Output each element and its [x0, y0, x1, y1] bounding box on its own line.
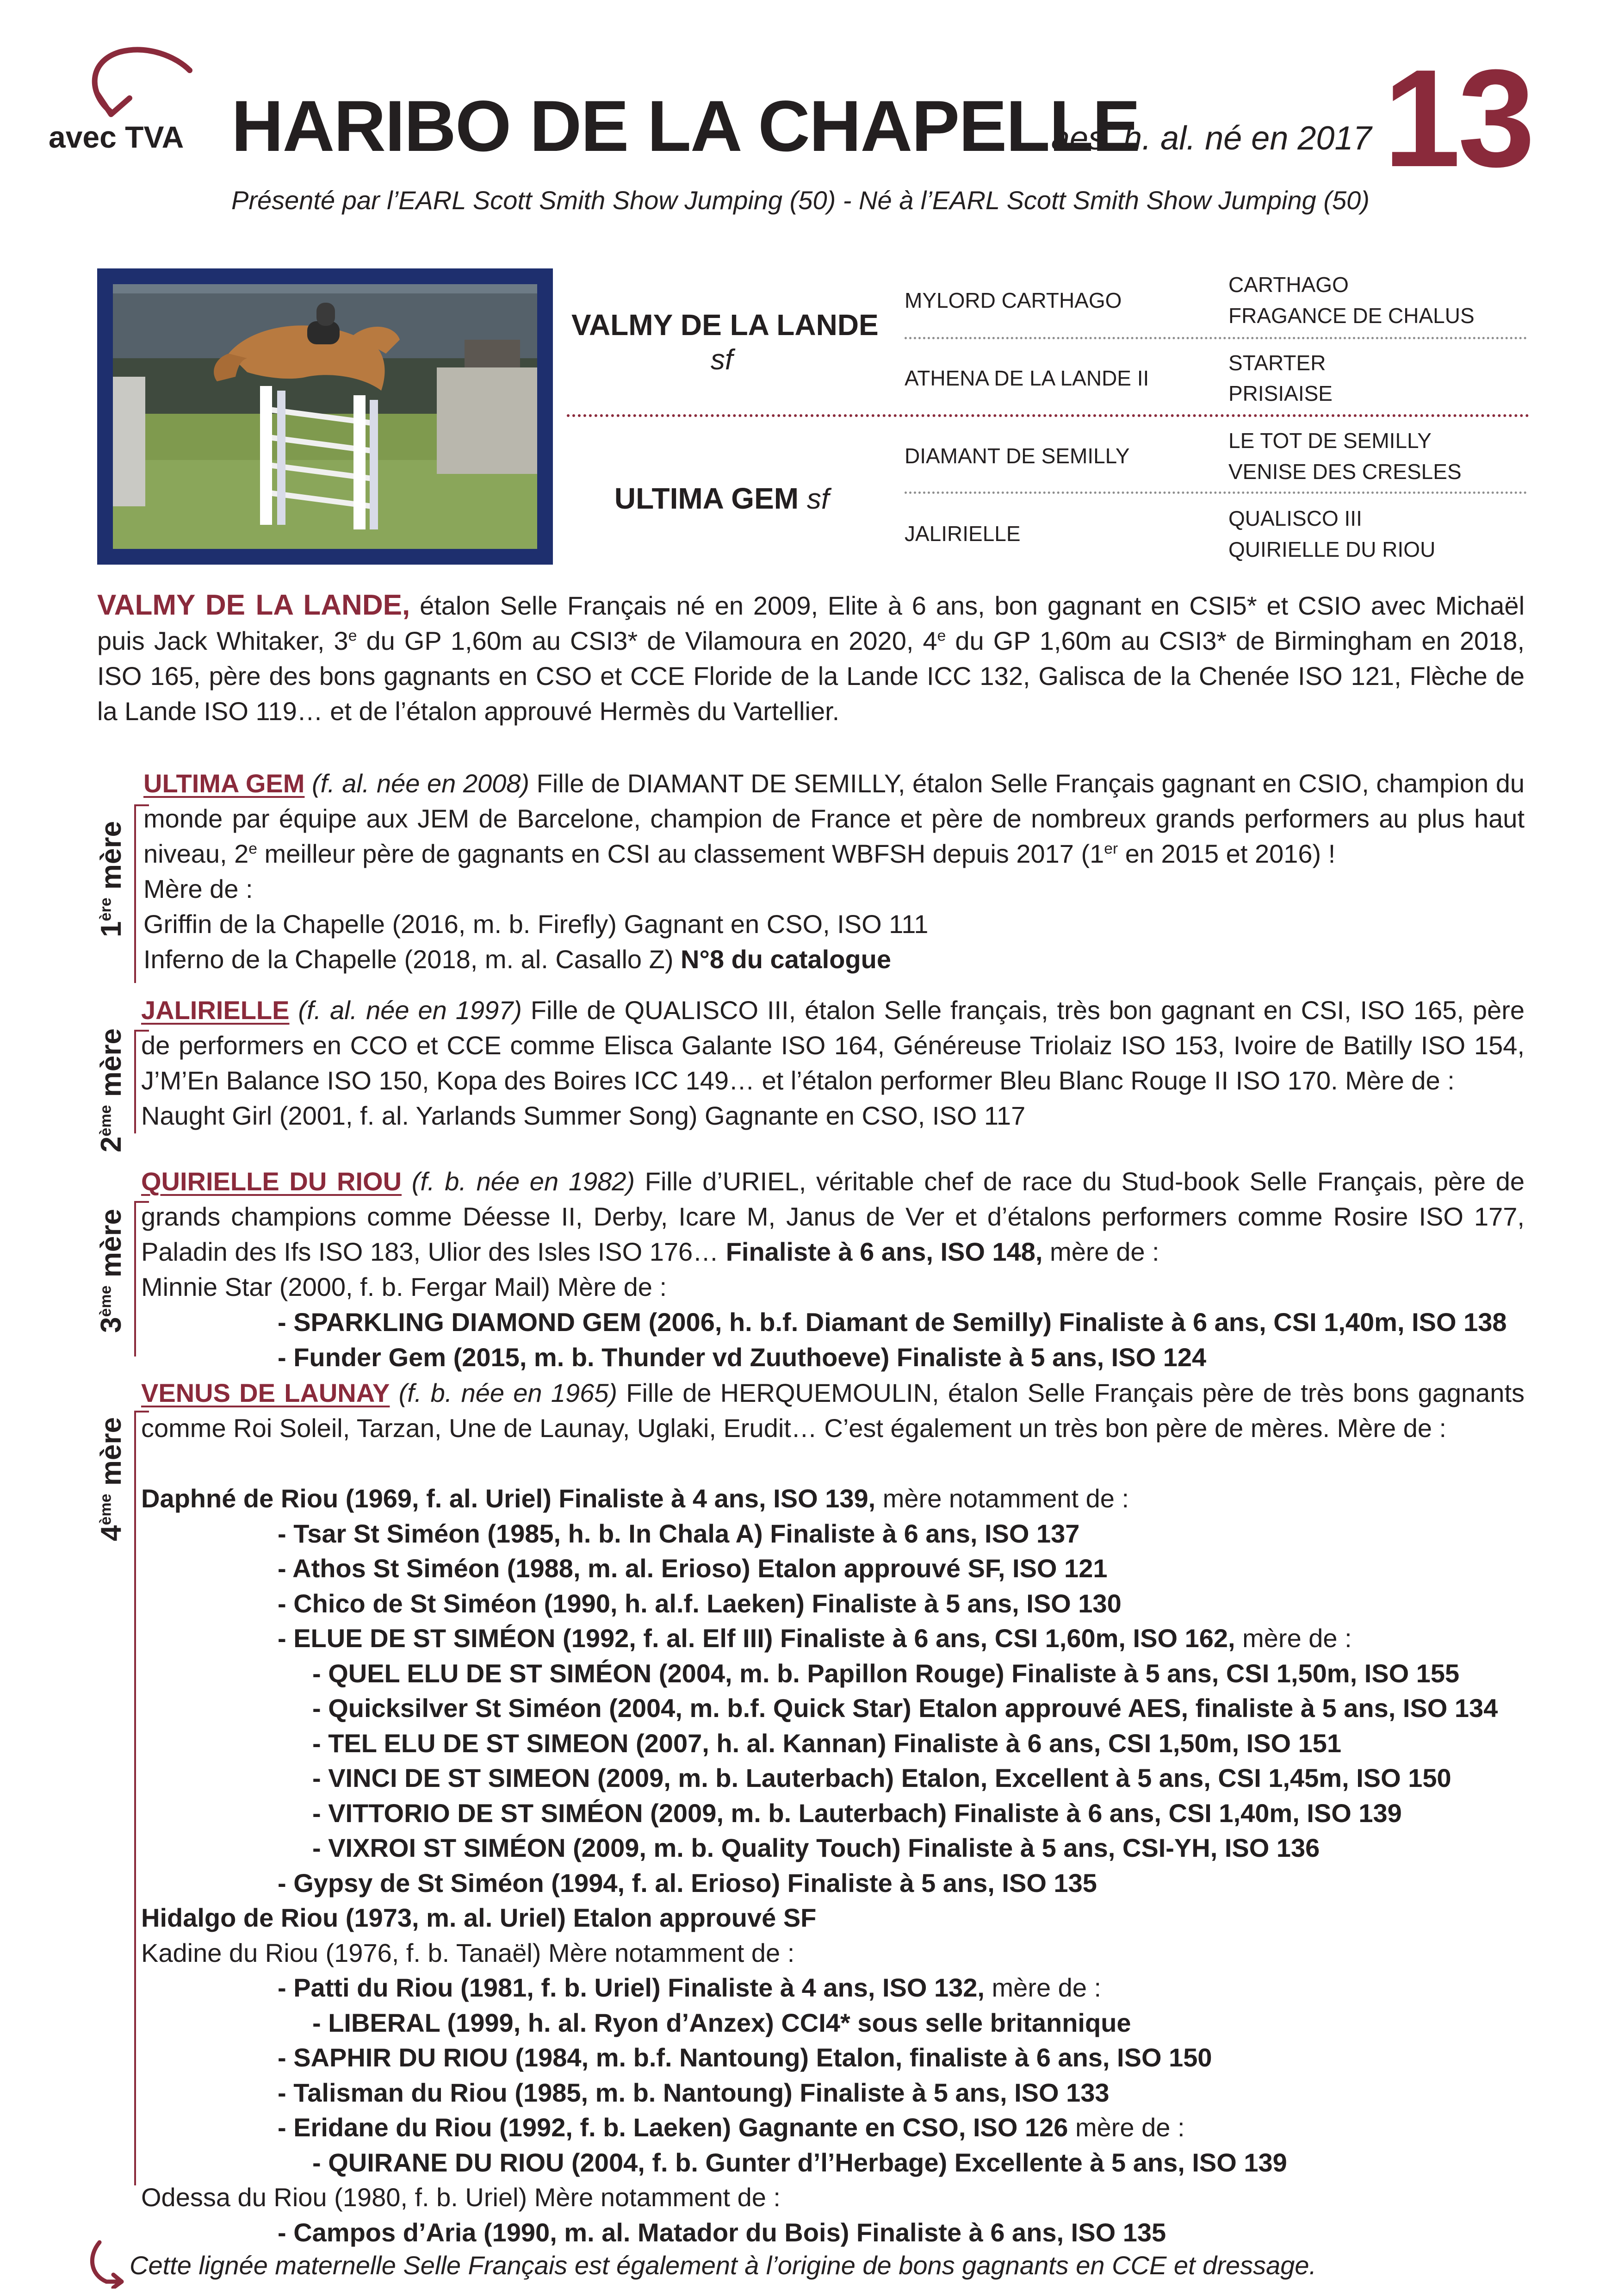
descendant-bold-text: - QUIRANE DU RIOU (2004, f. b. Gunter d’l’Herbage) Excellente à 5 ans, ISO 139 [312, 2148, 1287, 2177]
mere4-side-label: 4ème mère [95, 1417, 127, 1541]
mere4-descendant-line [278, 1586, 1122, 1621]
pedigree-ggp-2: FRAGANCE DE CHALUS [1228, 304, 1475, 328]
mere4-descendant-line [141, 1481, 1129, 1516]
pedigree-ggp-5: LE TOT DE SEMILLY [1228, 429, 1432, 453]
mere4-descendant-line [278, 1551, 1107, 1586]
mere4-descendant-line [141, 1900, 816, 1935]
mere1-offspring-1: Griffin de la Chapelle (2016, m. b. Firefly) Gagnant en CSO, ISO 111 [143, 909, 929, 939]
mere2-side-label: 2ème mère [95, 1028, 127, 1152]
descendant-bold-text: - Tsar St Siméon (1985, h. b. In Chala A) Finaliste à 6 ans, ISO 137 [278, 1519, 1080, 1548]
pedigree-ggp-4: PRISIAISE [1228, 381, 1333, 405]
lot-number: 13 [1383, 40, 1532, 196]
descendant-bold-text: - LIBERAL (1999, h. al. Ryon d’Anzex) CCI4* sous selle britannique [312, 2008, 1131, 2037]
pedigree-sire-breed: sf [710, 344, 733, 376]
descendant-bold-text: - Quicksilver St Siméon (2004, m. b.f. Quick Star) Etalon approuvé AES, finaliste à 5 ans, ISO 134 [312, 1693, 1498, 1723]
pedigree-dam-dam: JALIRIELLE [905, 522, 1021, 546]
mere4-descendant-line [278, 2110, 1185, 2145]
descendant-bold-text: - ELUE DE ST SIMÉON (1992, f. al. Elf III) Finaliste à 6 ans, CSI 1,60m, ISO 162, [278, 1624, 1235, 1653]
horse-photo [97, 268, 553, 565]
pedigree-sire-sire: MYLORD CARTHAGO [905, 288, 1122, 312]
mere4-descendant-line [312, 1761, 1451, 1796]
mere1-description: ULTIMA GEM (f. al. née en 2008) Fille de DIAMANT DE SEMILLY, étalon Selle Français gagnant en CSIO, champion du monde par équipe aux JEM de Barcelone, champion de France et père de nombreux grands performers au plus haut niveau, 2e meilleur père de gagnants en CSI au classement WBFSH depuis 2017 (1er en 2015 et 2016) ! [143, 769, 1525, 868]
mere4-descendant-line [278, 2075, 1110, 2110]
mere1-offspring-2: Inferno de la Chapelle (2018, m. al. Casallo Z) N°8 du catalogue [143, 945, 891, 974]
mere4-descendant-line [312, 1691, 1498, 1726]
mere4-descendant-line [278, 1621, 1352, 1656]
descendant-bold-text: Hidalgo de Riou (1973, m. al. Uriel) Etalon approuvé SF [141, 1903, 817, 1932]
sire-description: VALMY DE LA LANDE, étalon Selle Français né en 2009, Elite à 6 ans, bon gagnant en CSI5* et CSIO avec Michaël puis Jack Whitaker, 3e du GP 1,60m au CSI3* de Vilamoura en 2020, 4e du GP 1,60m au CSI3* de Birmingham en 2018, ISO 165, père des bons gagnants en CSO et CCE Floride de la Lande ICC 132, Galisca de la Chenée ISO 121, Flèche de la Lande ISO 119… et de l’étalon approuvé Hermès du Vartellier. [97, 589, 1525, 726]
descendant-bold-text: - Athos St Siméon (1988, m. al. Erioso) Etalon approuvé SF, ISO 121 [278, 1554, 1108, 1583]
descendant-plain-text: mère de : [1235, 1624, 1352, 1653]
mere4-descendant-line [312, 1830, 1320, 1866]
descendant-bold-text: - Patti du Riou (1981, f. b. Uriel) Finaliste à 4 ans, ISO 132, [278, 1973, 985, 2002]
pedigree-divider-upper [905, 337, 1527, 339]
descendant-bold-text: - Campos d’Aria (1990, m. al. Matador du Bois) Finaliste à 6 ans, ISO 135 [278, 2218, 1166, 2247]
pedigree-dam-sire: DIAMANT DE SEMILLY [905, 444, 1130, 468]
mere4-descendant-line [141, 1935, 794, 1971]
mere2-offspring-1: Naught Girl (2001, f. al. Yarlands Summer Song) Gagnante en CSO, ISO 117 [141, 1101, 1026, 1130]
horse-description: aes. h. al. né en 2017 [1051, 120, 1372, 157]
pedigree-ggp-8: QUIRIELLE DU RIOU [1228, 537, 1436, 561]
mere1-side-label: 1ère mère [95, 821, 127, 937]
tva-label: avec TVA [49, 120, 184, 154]
mere4-description: VENUS DE LAUNAY (f. b. née en 1965) Fille de HERQUEMOULIN, étalon Selle Français père de très bons gagnants comme Roi Soleil, Tarzan, Une de Launay, Uglaki, Erudit… C’est également un très bon père de mères. Mère de : [141, 1378, 1525, 1443]
descendant-bold-text: Daphné de Riou (1969, f. al. Uriel) Finaliste à 4 ans, ISO 139, [141, 1484, 876, 1513]
presenter-line: Présenté par l’EARL Scott Smith Show Jumping (50) - Né à l’EARL Scott Smith Show Jumping (50) [231, 186, 1370, 215]
pedigree-dam: ULTIMA GEM sf [614, 482, 830, 515]
descendant-bold-text: - SAPHIR DU RIOU (1984, m. b.f. Nantoung) Etalon, finaliste à 6 ans, ISO 150 [278, 2043, 1212, 2072]
mere4-descendant-line [141, 2180, 781, 2215]
descendant-plain-text: Odessa du Riou (1980, f. b. Uriel) Mère notamment de : [141, 2183, 781, 2212]
descendant-bold-text: - QUEL ELU DE ST SIMÉON (2004, m. b. Papillon Rouge) Finaliste à 5 ans, CSI 1,50m, ISO 155 [312, 1659, 1460, 1688]
footer-note: Cette lignée maternelle Selle Français est également à l’origine de bons gagnants en CCE et dressage. [130, 2251, 1317, 2280]
curved-arrow-icon [79, 43, 199, 121]
mere4-descendant-line [312, 1796, 1402, 1831]
descendant-bold-text: - VINCI DE ST SIMEON (2009, m. b. Lauterbach) Etalon, Excellent à 5 ans, CSI 1,45m, ISO 150 [312, 1763, 1451, 1792]
mere4-descendant-line [278, 1516, 1079, 1551]
pedigree-divider [567, 414, 1529, 417]
pedigree-divider-lower [905, 492, 1527, 494]
pedigree-ggp-1: CARTHAGO [1228, 273, 1349, 297]
mere3-side-label: 3ème mère [95, 1209, 127, 1333]
descendant-plain-text: mère de : [984, 1973, 1102, 2002]
descendant-bold-text: - Talisman du Riou (1985, m. b. Nantoung) Finaliste à 5 ans, ISO 133 [278, 2078, 1110, 2107]
mere4-descendant-line [278, 2040, 1212, 2075]
mere3-offspring-1: Minnie Star (2000, f. b. Fergar Mail) Mère de : [141, 1272, 667, 1301]
descendant-bold-text: - Gypsy de St Siméon (1994, f. al. Erioso) Finaliste à 5 ans, ISO 135 [278, 1868, 1097, 1898]
mere4-descendant-line [312, 1656, 1459, 1691]
return-arrow-icon [86, 2238, 127, 2289]
mere3-offspring-3: - Funder Gem (2015, m. b. Thunder vd Zuuthoeve) Finaliste à 5 ans, ISO 124 [278, 1343, 1207, 1372]
mere4-descendant-line [278, 1866, 1097, 1901]
pedigree-sire: VALMY DE LA LANDE [571, 308, 879, 342]
mere1-mere-de: Mère de : [143, 874, 253, 903]
mere3-description: QUIRIELLE DU RIOU (f. b. née en 1982) Fille d’URIEL, véritable chef de race du Stud-book Selle Français, père de grands champions comme Déesse II, Derby, Icare M, Janus de Ver et d’étalons performers comme Rosire ISO 177, Paladin des Ifs ISO 183, Ulior des Isles ISO 176… Finaliste à 6 ans, ISO 148, mère de : [141, 1167, 1525, 1266]
pedigree-ggp-3: STARTER [1228, 351, 1326, 375]
descendant-bold-text: - Chico de St Siméon (1990, h. al.f. Laeken) Finaliste à 5 ans, ISO 130 [278, 1589, 1122, 1618]
pedigree-ggp-7: QUALISCO III [1228, 506, 1362, 530]
pedigree-ggp-6: VENISE DES CRESLES [1228, 460, 1462, 484]
descendant-bold-text: - VIXROI ST SIMÉON (2009, m. b. Quality Touch) Finaliste à 5 ans, CSI-YH, ISO 136 [312, 1833, 1320, 1862]
mere4-descendant-line [312, 2145, 1287, 2180]
mere4-descendant-line [312, 1726, 1341, 1761]
pedigree-sire-dam: ATHENA DE LA LANDE II [905, 366, 1149, 390]
mere4-descendant-line [278, 1970, 1101, 2005]
jumping-horse-image [113, 284, 537, 549]
mere4-descendant-line [278, 2215, 1166, 2250]
mere4-descendant-line [312, 2005, 1131, 2041]
horse-name-title: HARIBO DE LA CHAPELLE [231, 86, 1140, 167]
descendant-bold-text: - VITTORIO DE ST SIMÉON (2009, m. b. Lauterbach) Finaliste à 6 ans, CSI 1,40m, ISO 139 [312, 1798, 1402, 1828]
descendant-plain-text: Kadine du Riou (1976, f. b. Tanaël) Mère notamment de : [141, 1938, 795, 1967]
mere2-description: JALIRIELLE (f. al. née en 1997) Fille de QUALISCO III, étalon Selle français, très bon gagnant en CSI, ISO 165, père de performers en CCO et CCE comme Elisca Galante ISO 164, Généreuse Triolaiz ISO 153, Ivoire de Batilly ISO 154, J’M’En Balance ISO 150, Kopa des Boires ICC 149… et l’étalon performer Bleu Blanc Rouge II ISO 170. Mère de : [141, 996, 1525, 1095]
descendant-bold-text: - TEL ELU DE ST SIMEON (2007, h. al. Kannan) Finaliste à 6 ans, CSI 1,50m, ISO 151 [312, 1729, 1342, 1758]
mere4-bracket [134, 1411, 149, 2185]
descendant-plain-text: mère de : [1068, 2113, 1185, 2142]
descendant-bold-text: - Eridane du Riou (1992, f. b. Laeken) Gagnante en CSO, ISO 126 [278, 2113, 1068, 2142]
mere3-offspring-2: - SPARKLING DIAMOND GEM (2006, h. b.f. Diamant de Semilly) Finaliste à 6 ans, CSI 1,40m, ISO 138 [278, 1307, 1507, 1337]
descendant-plain-text: mère notamment de : [875, 1484, 1129, 1513]
